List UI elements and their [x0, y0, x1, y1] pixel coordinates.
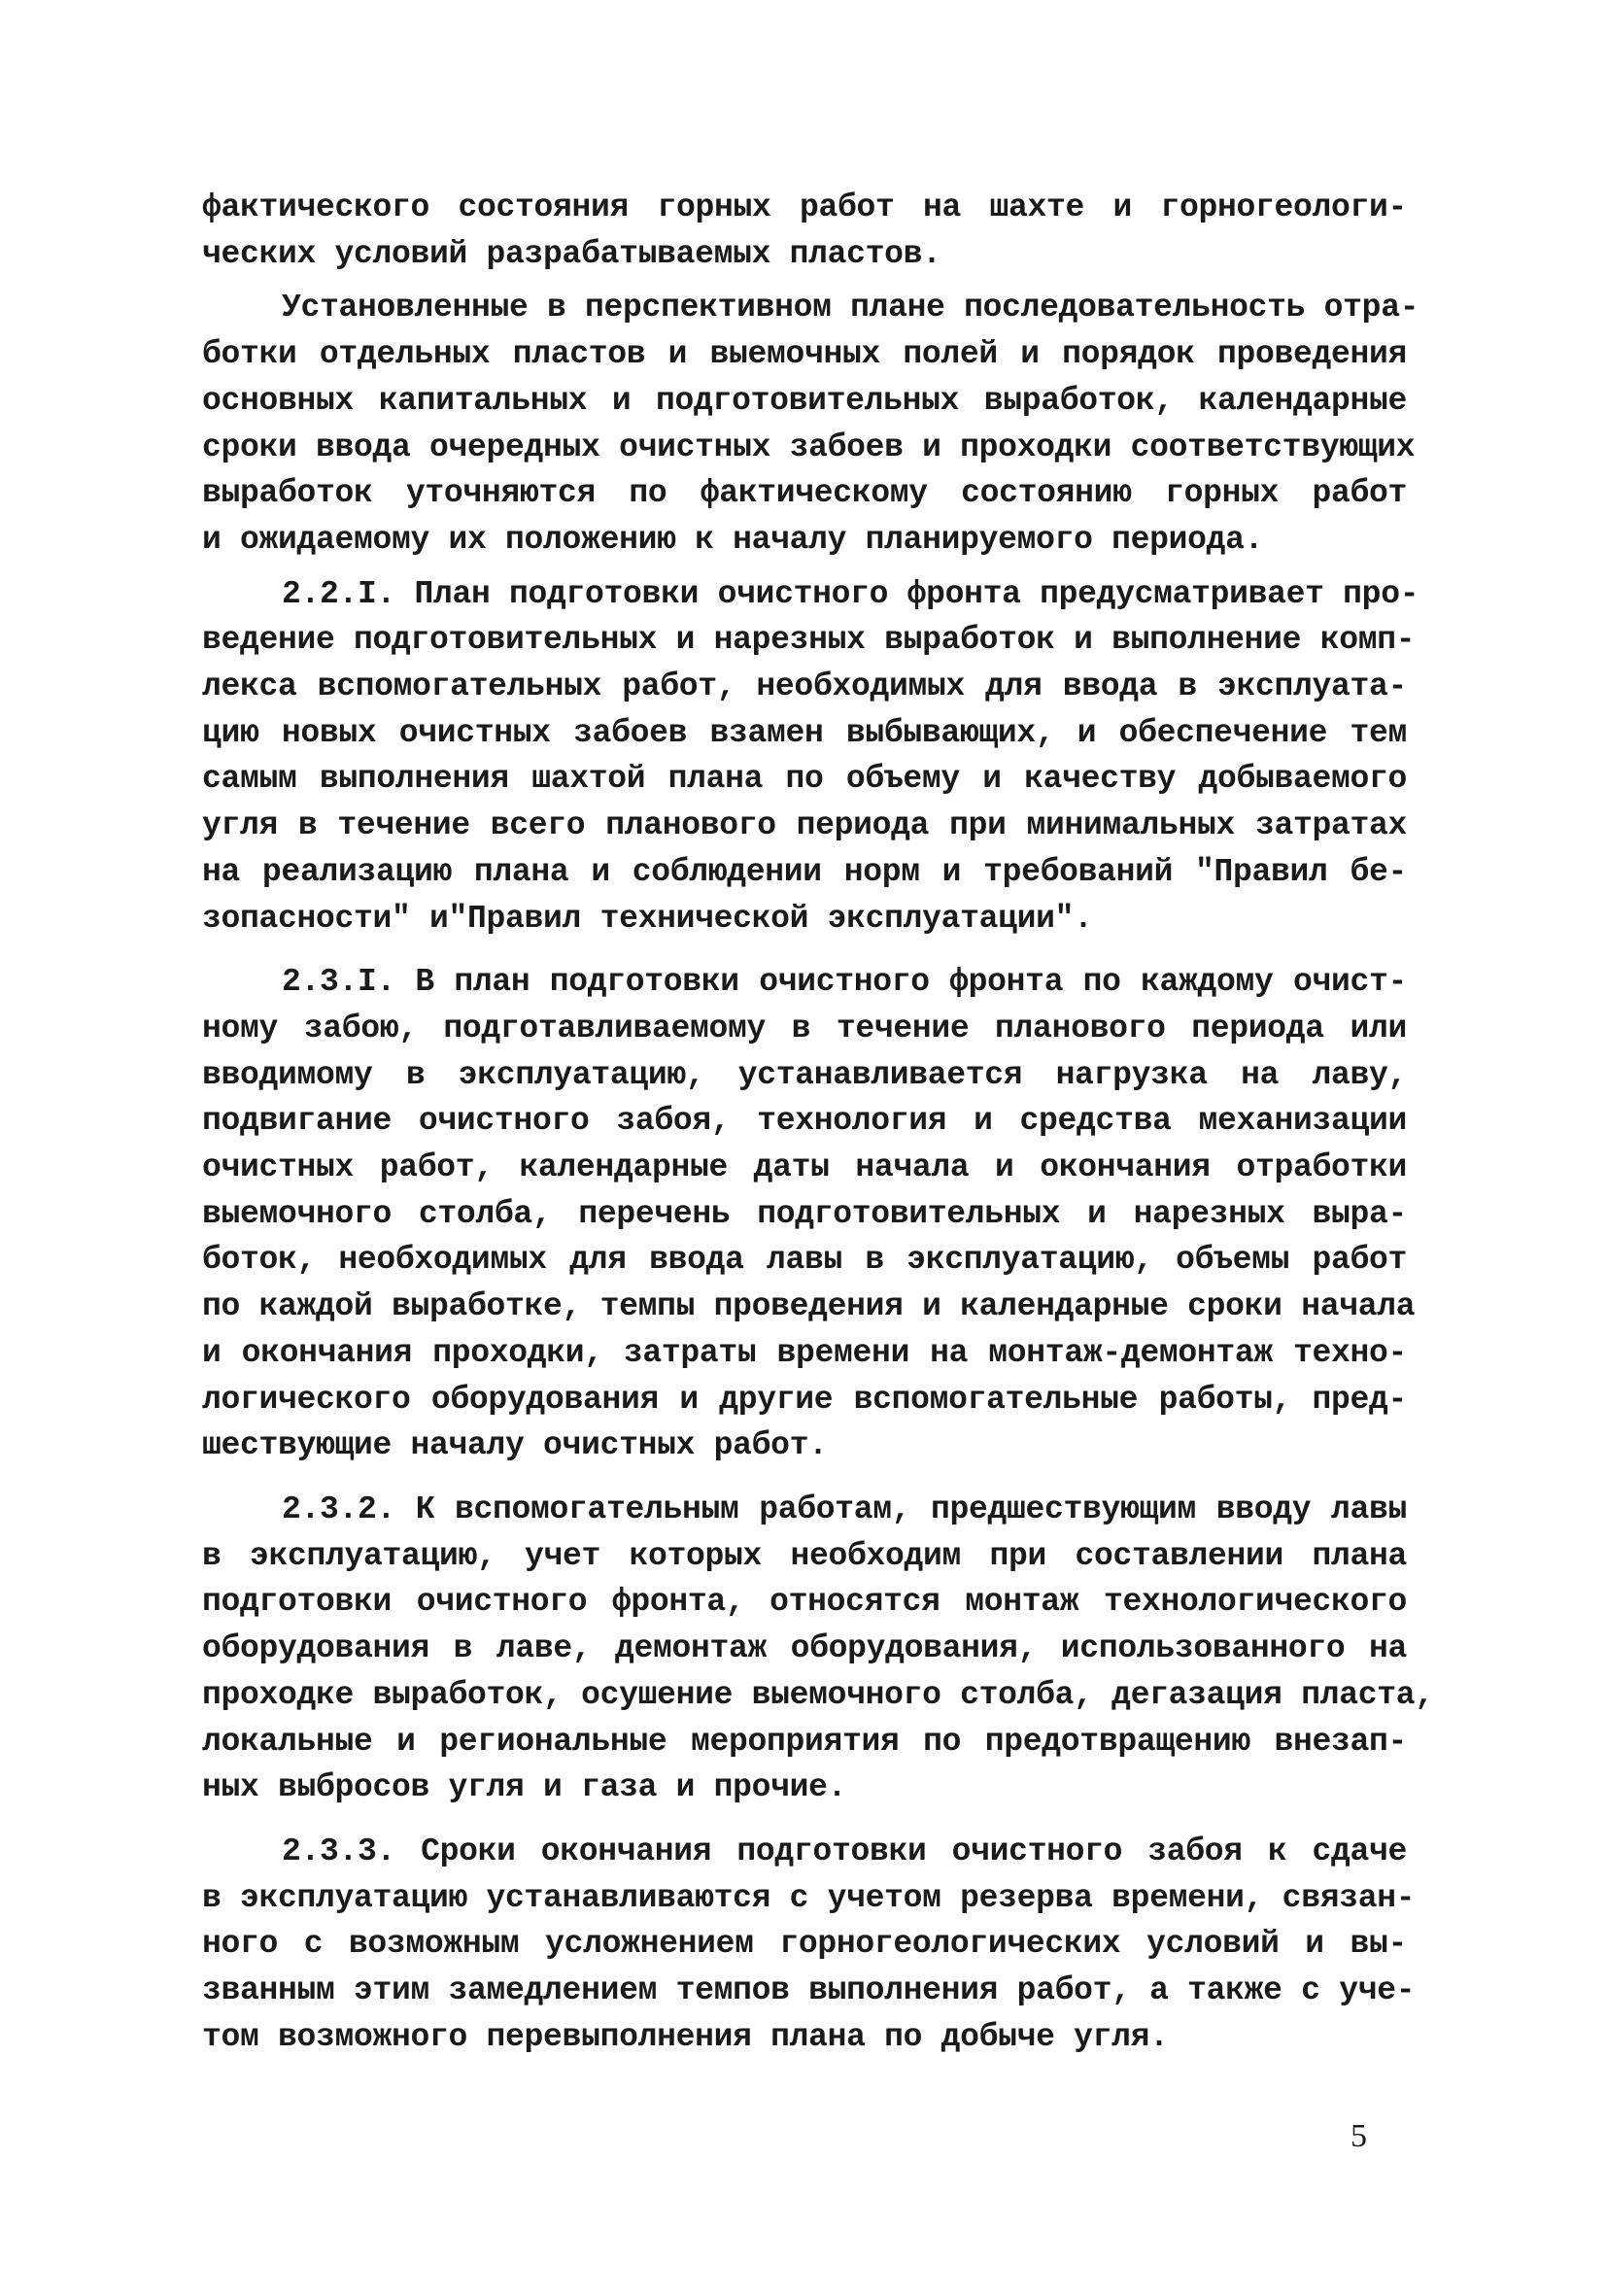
text-line: локальные и региональные мероприятия по предотвращению внезап-	[202, 1723, 1407, 1760]
text-line: 2.2.I. План подготовки очистного фронта предусматривает про-	[282, 575, 1419, 612]
page-number: 5	[1351, 2118, 1367, 2154]
text-line: 2.3.2. К вспомогательным работам, предшествующим вводу лавы	[282, 1491, 1407, 1527]
text-line: том возможного перевыполнения плана по добыче угля.	[202, 2018, 1169, 2055]
paragraph-2	[202, 571, 1419, 942]
paragraph-5	[202, 1829, 1416, 2061]
text-line: в эксплуатацию устанавливаются с учетом резерва времени, связан-	[202, 1879, 1416, 1916]
text-line: фактического состояния горных работ на шахте и горногеологи-	[202, 189, 1407, 225]
text-line: в эксплуатацию, учет которых необходим при составлении плана	[202, 1537, 1407, 1574]
text-line: по каждой выработке, темпы проведения и календарные сроки начала	[202, 1288, 1416, 1325]
text-line: ного с возможным усложнением горногеологических условий и вы-	[202, 1926, 1407, 1963]
text-line: сроки ввода очередных очистных забоев и проходки соответствующих	[202, 428, 1416, 465]
text-line: подготовки очистного фронта, относятся монтаж технологического	[202, 1584, 1407, 1621]
text-line: Установленные в перспективном плане последовательность отра-	[282, 290, 1419, 326]
text-line: вводимому в эксплуатацию, устанавливается нагрузка на лаву,	[202, 1056, 1407, 1093]
paragraph-4	[202, 1487, 1434, 1811]
text-line: угля в течение всего планового периода при минимальных затратах	[202, 807, 1407, 844]
text-line: ботки отдельных пластов и выемочных полей и порядок проведения	[202, 336, 1407, 373]
text-line: 2.3.3. Сроки окончания подготовки очистного забоя к сдаче	[282, 1833, 1407, 1869]
text-line: самым выполнения шахтой плана по объему и качеству добываемого	[202, 761, 1407, 798]
text-line: лекса вспомогательных работ, необходимых для ввода в эксплуата-	[202, 668, 1407, 705]
paragraph-0	[202, 185, 1407, 277]
text-line: ному забою, подготавливаемому в течение планового периода или	[202, 1010, 1407, 1046]
text-line: выемочного столба, перечень подготовительных и нарезных выра-	[202, 1195, 1407, 1232]
paragraph-1	[202, 285, 1419, 563]
text-line: и ожидаемому их положению к началу планируемого периода.	[202, 521, 1264, 558]
text-line: проходке выработок, осушение выемочного столба, дегазация пласта,	[202, 1676, 1434, 1713]
text-line: ных выбросов угля и газа и прочие.	[202, 1769, 847, 1806]
text-line: выработок уточняются по фактическому состоянию горных работ	[202, 475, 1407, 512]
text-line: оборудования в лаве, демонтаж оборудования, использованного на	[202, 1630, 1407, 1667]
text-line: подвигание очистного забоя, технология и средства механизации	[202, 1103, 1407, 1140]
text-line: основных капитальных и подготовительных выработок, календарные	[202, 382, 1407, 419]
text-line: логического оборудования и другие вспомогательные работы, пред-	[202, 1381, 1407, 1418]
text-line: цию новых очистных забоев взамен выбывающих, и обеспечение тем	[202, 714, 1407, 751]
paragraph-3	[202, 959, 1416, 1469]
document-body	[202, 185, 1434, 2060]
text-line: ведение подготовительных и нарезных выработок и выполнение комп-	[202, 622, 1416, 659]
text-line: и окончания проходки, затраты времени на монтаж-демонтаж техно-	[202, 1334, 1407, 1371]
text-line: боток, необходимых для ввода лавы в эксплуатацию, объемы работ	[202, 1242, 1407, 1279]
text-line: ческих условий разрабатываемых пластов.	[202, 235, 941, 272]
text-line: зопасности" и"Правил технической эксплуатации".	[202, 900, 1093, 937]
text-line: 2.3.I. В план подготовки очистного фронта по каждому очист-	[282, 964, 1407, 1001]
text-line: очистных работ, календарные даты начала и окончания отработки	[202, 1149, 1407, 1186]
text-line: званным этим замедлением темпов выполнения работ, а также с уче-	[202, 1972, 1416, 2009]
text-line: шествующие началу очистных работ.	[202, 1427, 828, 1464]
text-line: на реализацию плана и соблюдении норм и требований "Правил бе-	[202, 853, 1407, 890]
